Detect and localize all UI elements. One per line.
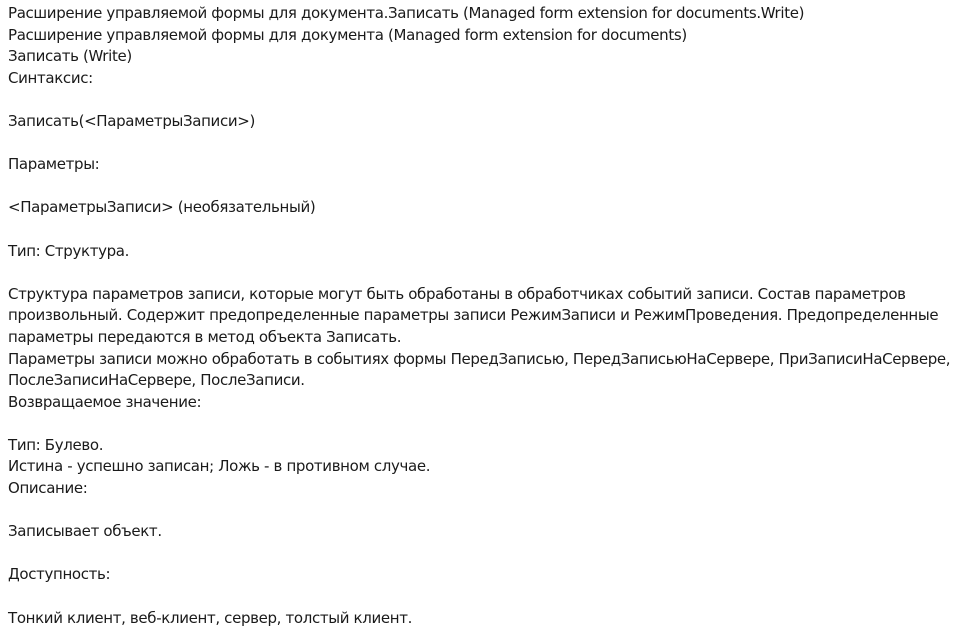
blank-line: [8, 413, 963, 435]
help-document: [8, 3, 963, 629]
syntax-signature: Записать(<ПараметрыЗаписи>): [8, 111, 255, 130]
availability-text: Тонкий клиент, веб-клиент, сервер, толстый клиент.: [8, 608, 413, 627]
description-text: Записывает объект.: [8, 522, 162, 541]
availability-heading: Доступность:: [8, 565, 111, 584]
method-name: Записать (Write): [8, 47, 132, 66]
blank-line: [8, 262, 963, 284]
parameter-description-line: Параметры записи можно обработать в событиях формы ПередЗаписью, ПередЗаписьюНаСервере, ПриЗаписиНаСервере,: [8, 349, 951, 368]
blank-line: [8, 543, 963, 565]
parameter-description-line: Структура параметров записи, которые могут быть обработаны в обработчиках событий записи. Состав параметров: [8, 284, 906, 303]
syntax-heading: Синтаксис:: [8, 68, 93, 87]
return-value-description: Истина - успешно записан; Ложь - в противном случае.: [8, 457, 431, 476]
parameter-description-line: ПослеЗаписиНаСервере, ПослеЗаписи.: [8, 371, 305, 390]
blank-line: [8, 89, 963, 111]
return-value-heading: Возвращаемое значение:: [8, 392, 202, 411]
blank-line: [8, 586, 963, 608]
blank-line: [8, 219, 963, 241]
parameter-name: <ПараметрыЗаписи> (необязательный): [8, 198, 316, 217]
parameters-heading: Параметры:: [8, 155, 100, 174]
description-heading: Описание:: [8, 479, 88, 498]
blank-line: [8, 500, 963, 522]
return-value-type: Тип: Булево.: [8, 435, 104, 454]
parameter-description-line: произвольный. Содержит предопределенные параметры записи РежимЗаписи и РежимПроведения. Предопределенные: [8, 306, 939, 325]
blank-line: [8, 176, 963, 198]
parameter-description-line: параметры передаются в метод объекта Записать.: [8, 327, 402, 346]
parameter-type: Тип: Структура.: [8, 241, 130, 260]
blank-line: [8, 133, 963, 155]
object-name: Расширение управляемой формы для документа (Managed form extension for documents): [8, 25, 687, 44]
help-title: Расширение управляемой формы для документа.Записать (Managed form extension for documents.Write): [8, 4, 805, 22]
